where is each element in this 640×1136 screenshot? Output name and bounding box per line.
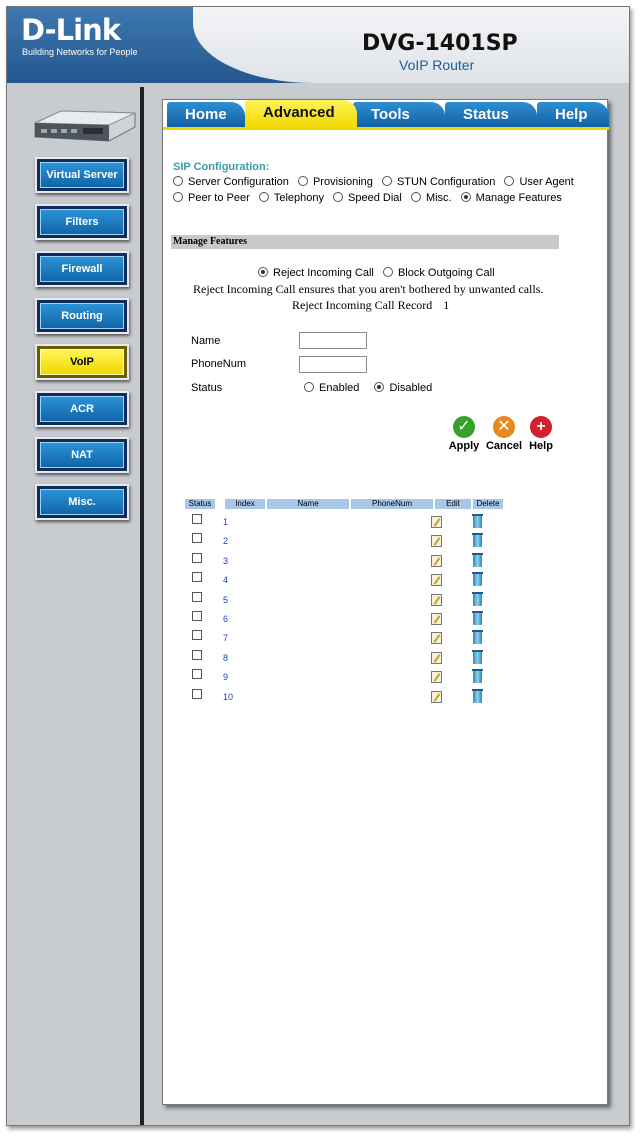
sip-option-label: Misc. xyxy=(425,192,452,204)
radio-user-agent[interactable] xyxy=(504,176,514,186)
plus-icon: + xyxy=(530,416,552,438)
trash-icon[interactable] xyxy=(473,573,482,586)
sip-option-label: Speed Dial xyxy=(348,192,402,204)
row-index[interactable]: 4 xyxy=(223,575,229,586)
help-button[interactable] xyxy=(526,416,556,452)
record-count: 1 xyxy=(443,298,450,312)
nav-label: Firewall xyxy=(40,256,124,282)
row-status-checkbox[interactable] xyxy=(192,553,202,563)
table-row xyxy=(181,572,501,591)
col-status: Status xyxy=(185,499,215,509)
brand-logo: D-Link xyxy=(21,13,120,47)
trash-icon[interactable] xyxy=(473,631,482,644)
sip-option-label: Telephony xyxy=(273,192,324,204)
table-row xyxy=(181,611,501,630)
cancel-label: Cancel xyxy=(485,440,523,452)
row-status-checkbox[interactable] xyxy=(192,630,202,640)
table-row xyxy=(181,669,501,688)
trash-icon[interactable] xyxy=(473,593,482,606)
feature-description: Reject Incoming Call ensures that you aren't bothered by unwanted calls. xyxy=(193,282,544,296)
edit-icon[interactable] xyxy=(431,691,442,703)
nav-nat[interactable] xyxy=(35,437,129,473)
row-index[interactable]: 8 xyxy=(223,652,229,663)
col-index: Index xyxy=(225,499,265,509)
status-option-label: Disabled xyxy=(389,382,433,394)
radio-speed-dial[interactable] xyxy=(333,192,343,202)
brand-tagline: Building Networks for People xyxy=(22,47,138,57)
row-index[interactable]: 3 xyxy=(223,555,229,566)
nav-misc[interactable] xyxy=(35,484,129,520)
row-index[interactable]: 10 xyxy=(223,691,234,702)
record-summary xyxy=(292,298,449,313)
edit-icon[interactable] xyxy=(431,516,442,528)
trash-icon[interactable] xyxy=(473,651,482,664)
tab-underline xyxy=(163,127,609,130)
row-index[interactable]: 5 xyxy=(223,594,229,605)
table-row xyxy=(181,650,501,669)
row-index[interactable]: 9 xyxy=(223,672,229,683)
trash-icon[interactable] xyxy=(473,670,482,683)
main-content xyxy=(162,99,608,1105)
radio-enabled[interactable] xyxy=(304,382,314,392)
nav-label: Filters xyxy=(40,209,124,235)
edit-icon[interactable] xyxy=(431,555,442,567)
tab-advanced[interactable]: Advanced xyxy=(245,100,357,128)
name-input[interactable] xyxy=(299,332,367,349)
tab-bar xyxy=(163,100,609,130)
sip-option-row-1 xyxy=(173,176,574,188)
radio-manage-features[interactable] xyxy=(461,192,471,202)
table-row xyxy=(181,514,501,533)
nav-label: NAT xyxy=(40,442,124,468)
sidebar xyxy=(21,89,137,1125)
nav-label: Virtual Server xyxy=(40,162,124,188)
radio-stun-configuration[interactable] xyxy=(382,176,392,186)
table-row xyxy=(181,553,501,572)
nav-label: VoIP xyxy=(40,349,124,375)
row-status-checkbox[interactable] xyxy=(192,572,202,582)
table-row xyxy=(181,533,501,552)
router-device-image xyxy=(31,105,139,149)
record-label: Reject Incoming Call Record xyxy=(292,298,433,312)
edit-icon[interactable] xyxy=(431,613,442,625)
header-banner xyxy=(7,7,630,83)
table-row xyxy=(181,592,501,611)
row-status-checkbox[interactable] xyxy=(192,669,202,679)
nav-virtual-server[interactable] xyxy=(35,157,129,193)
trash-icon[interactable] xyxy=(473,534,482,547)
model-name: DVG-1401SP xyxy=(362,31,518,56)
tab-help[interactable]: Help xyxy=(537,102,609,128)
x-icon: ✕ xyxy=(493,416,515,438)
status-label: Status xyxy=(191,382,223,394)
table-row xyxy=(181,689,501,708)
sip-option-label: Server Configuration xyxy=(188,176,289,188)
col-delete: Delete xyxy=(473,499,503,509)
trash-icon[interactable] xyxy=(473,612,482,625)
sip-option-label: STUN Configuration xyxy=(396,176,496,188)
checkmark-icon: ✓ xyxy=(453,416,475,438)
table-row xyxy=(181,630,501,649)
sip-config-title: SIP Configuration: xyxy=(173,161,270,173)
mode-label: Block Outgoing Call xyxy=(397,267,495,279)
sip-option-label: Manage Features xyxy=(475,192,562,204)
mode-label: Reject Incoming Call xyxy=(273,267,374,279)
phonenum-input[interactable] xyxy=(299,356,367,373)
name-label: Name xyxy=(191,335,221,347)
sip-option-label: Provisioning xyxy=(312,176,373,188)
radio-telephony[interactable] xyxy=(259,192,269,202)
nav-voip[interactable] xyxy=(35,344,129,380)
tab-status[interactable]: Status xyxy=(445,102,537,128)
nav-acr[interactable] xyxy=(35,391,129,427)
feature-mode-row xyxy=(258,267,495,279)
edit-icon[interactable] xyxy=(431,594,442,606)
apply-label: Apply xyxy=(448,440,480,452)
row-status-checkbox[interactable] xyxy=(192,611,202,621)
radio-peer-to-peer[interactable] xyxy=(173,192,183,202)
row-status-checkbox[interactable] xyxy=(192,514,202,524)
edit-icon[interactable] xyxy=(431,632,442,644)
nav-label: Routing xyxy=(40,303,124,329)
radio-block-outgoing[interactable] xyxy=(383,267,393,277)
nav-label: Misc. xyxy=(40,489,124,515)
tab-tools[interactable]: Tools xyxy=(353,102,445,128)
browser-frame xyxy=(6,6,630,1126)
nav-firewall[interactable] xyxy=(35,251,129,287)
row-index[interactable]: 6 xyxy=(223,614,229,624)
col-edit: Edit xyxy=(435,499,471,509)
radio-server-configuration[interactable] xyxy=(173,176,183,186)
trash-icon[interactable] xyxy=(473,690,482,703)
row-status-checkbox[interactable] xyxy=(192,533,202,543)
row-status-checkbox[interactable] xyxy=(192,650,202,660)
trash-icon[interactable] xyxy=(473,554,482,567)
edit-icon[interactable] xyxy=(431,574,442,586)
radio-misc[interactable] xyxy=(411,192,421,202)
row-index[interactable]: 7 xyxy=(223,633,229,644)
status-option-label: Enabled xyxy=(319,382,360,394)
col-name: Name xyxy=(267,499,349,509)
section-title-bar: Manage Features xyxy=(171,235,559,249)
cancel-button[interactable] xyxy=(484,416,524,452)
row-index[interactable]: 2 xyxy=(223,536,229,547)
model-subtitle: VoIP Router xyxy=(399,57,475,73)
tab-home[interactable]: Home xyxy=(167,102,245,128)
row-status-checkbox[interactable] xyxy=(192,689,202,699)
sidebar-divider xyxy=(140,87,144,1126)
phonenum-label: PhoneNum xyxy=(191,358,247,370)
edit-icon[interactable] xyxy=(431,535,442,547)
nav-label: ACR xyxy=(40,396,124,422)
row-status-checkbox[interactable] xyxy=(192,592,202,602)
row-index[interactable]: 1 xyxy=(223,517,229,527)
sip-option-label: User Agent xyxy=(519,176,574,188)
radio-disabled[interactable] xyxy=(374,382,384,392)
nav-filters[interactable] xyxy=(35,204,129,240)
edit-icon[interactable] xyxy=(431,652,442,664)
col-phonenum: PhoneNum xyxy=(351,499,433,509)
trash-icon[interactable] xyxy=(473,515,482,528)
radio-provisioning[interactable] xyxy=(298,176,308,186)
help-label: Help xyxy=(529,440,553,452)
nav-routing[interactable] xyxy=(35,298,129,334)
edit-icon[interactable] xyxy=(431,671,442,683)
apply-button[interactable] xyxy=(446,416,482,452)
status-options xyxy=(304,382,432,394)
sip-option-row-2 xyxy=(173,192,562,204)
radio-reject-incoming[interactable] xyxy=(258,267,268,277)
sip-option-label: Peer to Peer xyxy=(188,192,250,204)
